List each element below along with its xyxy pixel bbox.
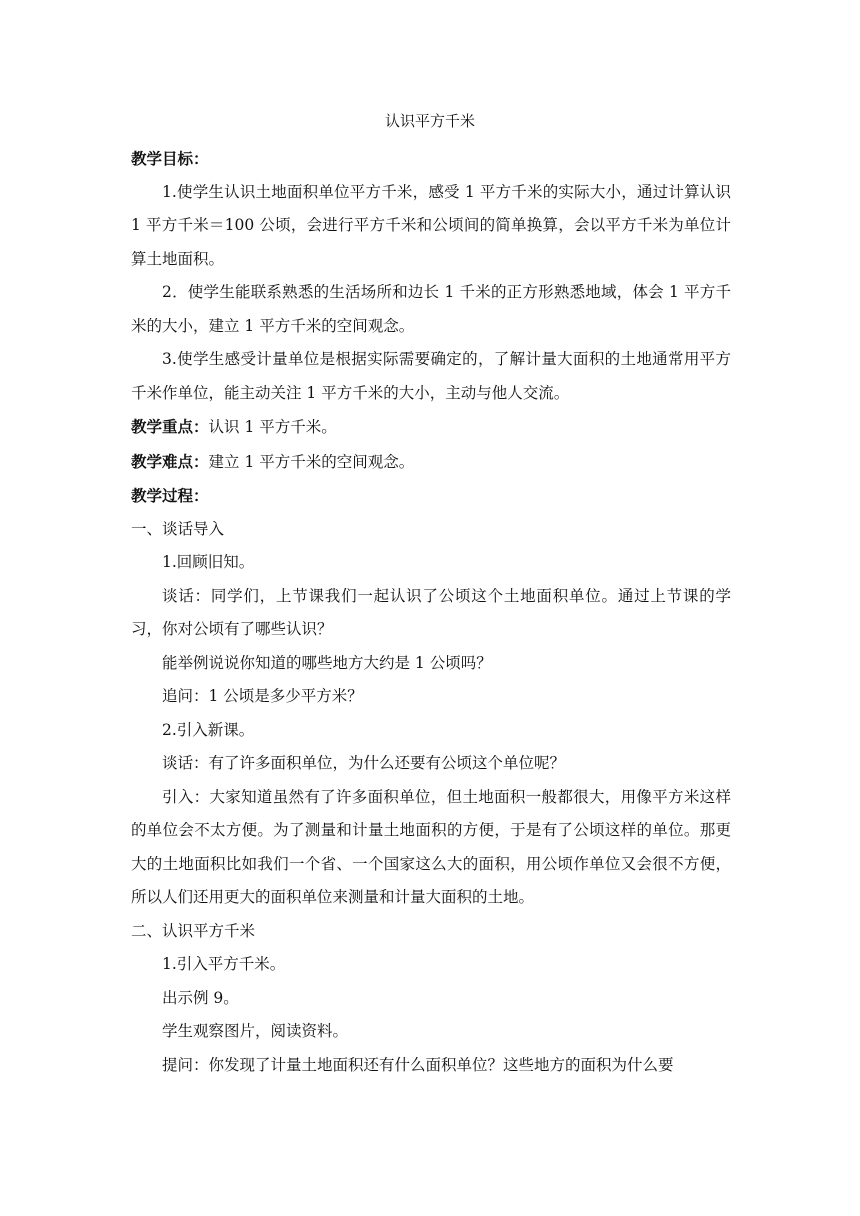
key-point-label: 教学重点： (131, 417, 209, 436)
document-body (131, 142, 731, 1082)
paragraph: 引入：大家知道虽然有了许多面积单位，但土地面积一般都很大，用像平方米这样的单位会不太方便。为了测量和计量土地面积的方便，于是有了公顷这样的单位。那更大的土地面积比如我们一个省、一个国家这么大的面积，用公顷作单位又会很不方便，所以人们还用更大的面积单位来测量和计量大面积的土地。 (131, 787, 731, 906)
section-heading: 二、认识平方千米 (131, 921, 256, 940)
paragraph: 谈话：有了许多面积单位，为什么还要有公顷这个单位呢？ (162, 754, 566, 772)
paragraph: 1.回顾旧知。 (162, 553, 255, 571)
section-heading: 一、谈话导入 (131, 519, 225, 538)
key-point (131, 410, 731, 445)
paragraph: 出示例 9。 (162, 988, 239, 1007)
paragraph: 1.引入平方千米。 (162, 955, 286, 973)
document-title: 认识平方千米 (384, 112, 475, 130)
objectives-heading: 教学目标： (131, 149, 209, 168)
paragraph: 提问：你发现了计量土地面积还有什么面积单位？这些地方的面积为什么要 (162, 1055, 674, 1074)
process-heading: 教学过程： (131, 486, 209, 505)
difficulty-label: 教学难点： (131, 451, 209, 471)
difficulty (131, 445, 731, 480)
objective-item: 1.使学生认识土地面积单位平方千米，感受 1 平方千米的实际大小，通过计算认识 1 平方千米＝100 公顷，会进行平方千米和公顷间的简单换算，会以平方千米为单位计算土地面积。 (131, 182, 731, 268)
paragraph: 学生观察图片，阅读资料。 (162, 1022, 349, 1040)
paragraph: 能举例说说你知道的哪些地方大约是 1 公顷吗？ (162, 653, 492, 672)
paragraph: 2.引入新课。 (162, 720, 255, 739)
objective-item: 2．使学生能联系熟悉的生活场所和边长 1 千米的正方形熟悉地域，体会 1 平方千米的大小，建立 1 平方千米的空间观念。 (131, 283, 731, 335)
objective-item: 3.使学生感受计量单位是根据实际需要确定的，了解计量大面积的土地通常用平方千米作单位，能主动关注 1 平方千米的大小，主动与他人交流。 (131, 350, 731, 402)
paragraph: 谈话：同学们，上节课我们一起认识了公顷这个土地面积单位。通过上节课的学习，你对公顷有了哪些认识？ (131, 586, 731, 638)
difficulty-text: 建立 1 平方千米的空间观念。 (208, 452, 415, 471)
key-point-text: 认识 1 平方千米。 (208, 418, 337, 436)
paragraph: 追问：1 公顷是多少平方米？ (162, 687, 363, 705)
